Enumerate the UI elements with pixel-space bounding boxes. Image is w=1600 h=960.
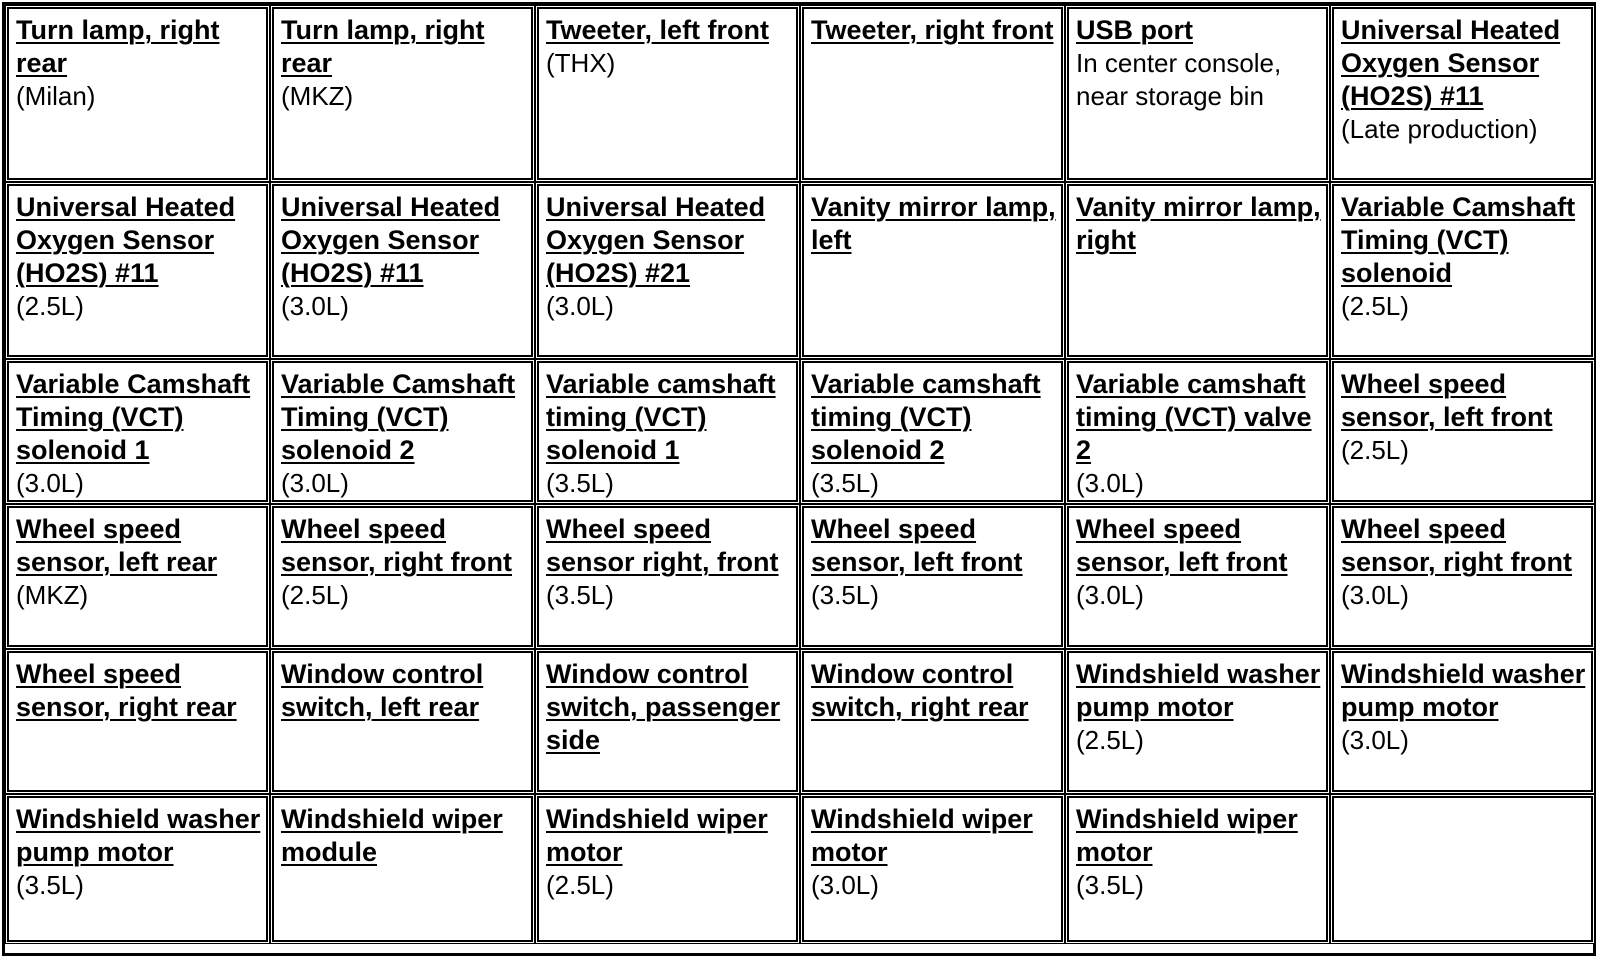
table-cell [270,794,535,944]
table-cell [1065,504,1330,649]
table-cell [1330,649,1595,794]
component-note: (3.5L) [811,580,879,610]
component-link[interactable]: Windshield wiper motor [1076,804,1298,867]
component-note: In center console, near storage bin [1076,48,1282,111]
component-link[interactable]: Wheel speed sensor, right front [281,514,513,577]
table-cell [1065,182,1330,359]
component-note: (3.5L) [546,468,614,498]
table-cell [5,359,270,504]
component-link[interactable]: Variable camshaft timing (VCT) valve 2 [1076,369,1312,465]
table-cell [800,359,1065,504]
component-note: (3.5L) [811,468,879,498]
table-cell [270,5,535,182]
table-cell [800,649,1065,794]
component-note: (3.0L) [281,291,349,321]
component-note: (2.5L) [1341,435,1409,465]
table-cell [800,504,1065,649]
table-cell [1065,359,1330,504]
table-cell [535,504,800,649]
table-cell [800,5,1065,182]
component-link[interactable]: Wheel speed sensor, left front [1076,514,1288,577]
component-link[interactable]: Window control switch, left rear [281,659,484,722]
component-index-table [2,2,1596,956]
component-link[interactable]: Variable Camshaft Timing (VCT) solenoid 2 [281,369,516,465]
table-cell [1330,504,1595,649]
component-note: (3.5L) [546,580,614,610]
component-link[interactable]: Variable Camshaft Timing (VCT) solenoid 1 [16,369,251,465]
table-cell [535,5,800,182]
component-link[interactable]: Windshield washer pump motor [1076,659,1321,722]
table-cell [5,504,270,649]
component-note: (2.5L) [16,291,84,321]
component-link[interactable]: Windshield wiper motor [811,804,1033,867]
component-link[interactable]: Tweeter, right front [811,15,1054,45]
component-note: (2.5L) [281,580,349,610]
component-link[interactable]: Universal Heated Oxygen Sensor (HO2S) #11 [1341,15,1561,111]
component-note: (3.0L) [1076,580,1144,610]
component-link[interactable]: Variable camshaft timing (VCT) solenoid 1 [546,369,776,465]
component-note: (3.0L) [16,468,84,498]
table-cell [5,5,270,182]
component-link[interactable]: Window control switch, passenger side [546,659,781,755]
component-link[interactable]: Universal Heated Oxygen Sensor (HO2S) #11 [16,192,236,288]
component-link[interactable]: USB port [1076,15,1193,45]
table-cell [270,649,535,794]
component-link[interactable]: Wheel speed sensor, left front [1341,369,1553,432]
component-link[interactable]: Wheel speed sensor, left rear [16,514,218,577]
component-note: (THX) [546,48,616,78]
component-note: (3.0L) [281,468,349,498]
component-link[interactable]: Variable camshaft timing (VCT) solenoid 2 [811,369,1041,465]
component-link[interactable]: Wheel speed sensor, left front [811,514,1023,577]
component-link[interactable]: Windshield wiper motor [546,804,768,867]
component-link[interactable]: Windshield wiper module [281,804,503,867]
component-note: (3.0L) [1341,725,1409,755]
table-cell [5,182,270,359]
component-link[interactable]: Tweeter, left front [546,15,770,45]
component-link[interactable]: Universal Heated Oxygen Sensor (HO2S) #21 [546,192,766,288]
table-cell [270,359,535,504]
table-cell [800,182,1065,359]
table-cell [535,649,800,794]
table-cell [5,794,270,944]
component-note: (3.0L) [1076,468,1144,498]
component-link[interactable]: Window control switch, right rear [811,659,1029,722]
table-cell [270,504,535,649]
table-cell [1065,5,1330,182]
table-cell [1330,5,1595,182]
component-note: (MKZ) [16,580,89,610]
table-cell [1330,359,1595,504]
component-note: (3.0L) [811,870,879,900]
empty-cell [1330,794,1595,944]
table-cell [1065,649,1330,794]
component-note: (3.0L) [546,291,614,321]
component-link[interactable]: Wheel speed sensor, right front [1341,514,1573,577]
component-link[interactable]: Wheel speed sensor, right rear [16,659,237,722]
component-link[interactable]: Windshield washer pump motor [16,804,261,867]
component-note: (3.5L) [16,870,84,900]
table-cell [1330,182,1595,359]
component-note: (3.0L) [1341,580,1409,610]
table-cell [5,649,270,794]
component-note: (2.5L) [546,870,614,900]
component-link[interactable]: Turn lamp, right rear [281,15,485,78]
table-cell [535,182,800,359]
component-link[interactable]: Turn lamp, right rear [16,15,220,78]
component-note: (2.5L) [1076,725,1144,755]
component-note: (3.5L) [1076,870,1144,900]
component-link[interactable]: Vanity mirror lamp, left [811,192,1056,255]
component-note: (MKZ) [281,81,354,111]
table-cell [535,359,800,504]
component-link[interactable]: Wheel speed sensor right, front [546,514,779,577]
table-cell [1065,794,1330,944]
table-cell [800,794,1065,944]
component-link[interactable]: Universal Heated Oxygen Sensor (HO2S) #11 [281,192,501,288]
component-link[interactable]: Vanity mirror lamp, right [1076,192,1321,255]
component-link[interactable]: Variable Camshaft Timing (VCT) solenoid [1341,192,1576,288]
component-note: (2.5L) [1341,291,1409,321]
component-note: (Milan) [16,81,96,111]
table-cell [270,182,535,359]
component-link[interactable]: Windshield washer pump motor [1341,659,1586,722]
component-note: (Late production) [1341,114,1538,144]
table-cell [535,794,800,944]
